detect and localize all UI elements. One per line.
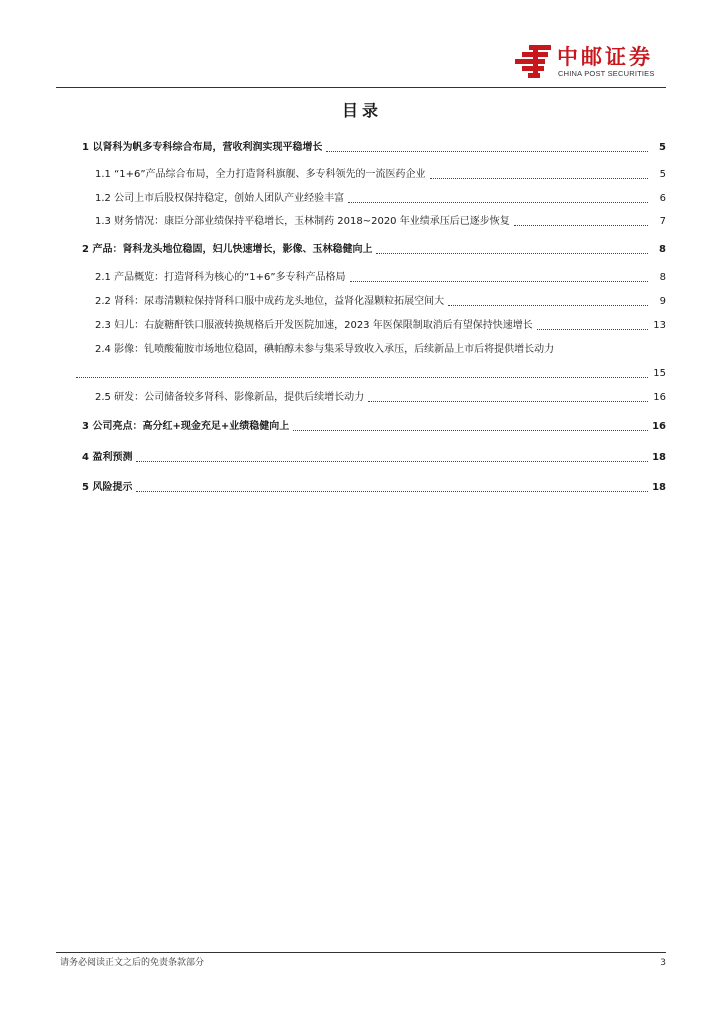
toc-title: 目录 [341,101,382,120]
footer-disclaimer: 请务必阅读正文之后的免责条款部分 [60,958,205,968]
toc-entry-number: 3 [82,421,89,432]
china-post-logo-icon [515,45,555,81]
toc-entry-text: 肾科：尿毒清颗粒保持肾科口服中成药龙头地位，益肾化湿颗粒拓展空间大 [114,296,445,307]
toc-entry-number: 2.2 [95,296,111,307]
toc-entry-text: 盈利预测 [92,452,133,463]
toc-entry-text: 妇儿：右旋糖酐铁口服液转换规格后开发医院加速，2023 年医保限制取消后有望保持快速增长 [114,320,533,331]
toc-entry-number: 2 [82,244,89,255]
toc-entry-text: 研发：公司储备较多肾科、影像新品，提供后续增长动力 [114,392,365,403]
dot-leader [326,149,648,152]
header-divider [56,87,666,88]
toc-entry-number: 2.3 [95,320,111,331]
dot-leader [76,375,648,378]
dot-leader [136,489,648,492]
toc-entry[interactable] [95,215,666,229]
toc-entry-number: 5 [82,482,89,493]
toc-entry-text: 以肾科为帆多专科综合布局，营收利润实现平稳增长 [92,142,323,153]
toc-entry-number: 4 [82,452,89,463]
toc-entry-number: 1.1 [95,169,111,180]
dot-leader [136,459,648,462]
toc-entry[interactable] [82,420,666,434]
dot-leader [430,176,648,179]
toc-entry[interactable] [82,451,666,465]
dot-leader [376,251,648,254]
toc-entry-number: 2.5 [95,392,111,403]
toc-entry[interactable] [95,391,666,405]
toc-entry-text: 影像：钆喷酸葡胺市场地位稳固，碘帕醇未参与集采导致收入承压，后续新品上市后将提供增长动力 [114,344,555,355]
toc-entry-text: 财务情况：康臣分部业绩保持平稳增长，玉林制药 2018~2020 年业绩承压后已逐步恢复 [114,216,510,227]
toc-entry-text: 风险提示 [92,482,133,493]
toc-entry[interactable] [82,141,666,155]
toc-entry[interactable] [95,295,666,309]
toc-entry-page: 8 [659,244,666,255]
logo-chinese-name: 中邮证券 [557,45,653,69]
toc-entry-page: 15 [653,368,666,379]
toc-entry-text: 产品概览：打造肾科为核心的“1+6”多专科产品格局 [114,272,346,283]
toc-entry[interactable] [95,168,666,182]
dot-leader [348,200,648,203]
toc-entry-text: “1+6”产品综合布局，全力打造肾科旗舰、多专科领先的一流医药企业 [114,169,426,180]
toc-entry[interactable] [95,319,666,333]
toc-entry-number: 2.4 [95,344,111,355]
footer-page-number: 3 [660,958,666,968]
logo-english-name: CHINA POST SECURITIES [558,69,655,78]
toc-entry-number: 1 [82,142,89,153]
toc-entry-text: 公司亮点：高分红+现金充足+业绩稳健向上 [92,421,290,432]
toc-entry[interactable] [95,271,666,285]
dot-leader [293,428,648,431]
toc-entry-text: 产品：肾科龙头地位稳固，妇儿快速增长，影像、玉林稳健向上 [92,244,373,255]
toc-entry[interactable] [82,481,666,495]
toc-entry-wrapped-line[interactable] [95,343,554,357]
dot-leader [350,279,648,282]
toc-entry-number: 1.2 [95,193,111,204]
toc-entry-number: 1.3 [95,216,111,227]
toc-entry-page: 8 [659,272,666,283]
footer-divider [56,952,666,953]
toc-entry-page: 18 [652,452,666,463]
page-header [0,0,724,90]
toc-entry[interactable] [95,192,666,206]
toc-entry-text: 公司上市后股权保持稳定，创始人团队产业经验丰富 [114,193,345,204]
toc-entry-page: 9 [659,296,666,307]
dot-leader [368,399,648,402]
dot-leader [537,327,648,330]
dot-leader [514,223,648,226]
toc-entry-page: 5 [659,169,666,180]
toc-entry-page: 7 [659,216,666,227]
dot-leader [448,303,648,306]
toc-entry-page: 6 [659,193,666,204]
company-logo [515,45,675,81]
toc-entry-page: 5 [659,142,666,153]
toc-entry-number: 2.1 [95,272,111,283]
toc-entry-page: 13 [653,320,666,331]
toc-entry-continuation[interactable] [76,367,666,381]
toc-entry-page: 16 [652,421,666,432]
toc-entry-page: 16 [653,392,666,403]
toc-entry[interactable] [82,243,666,257]
toc-entry-page: 18 [652,482,666,493]
